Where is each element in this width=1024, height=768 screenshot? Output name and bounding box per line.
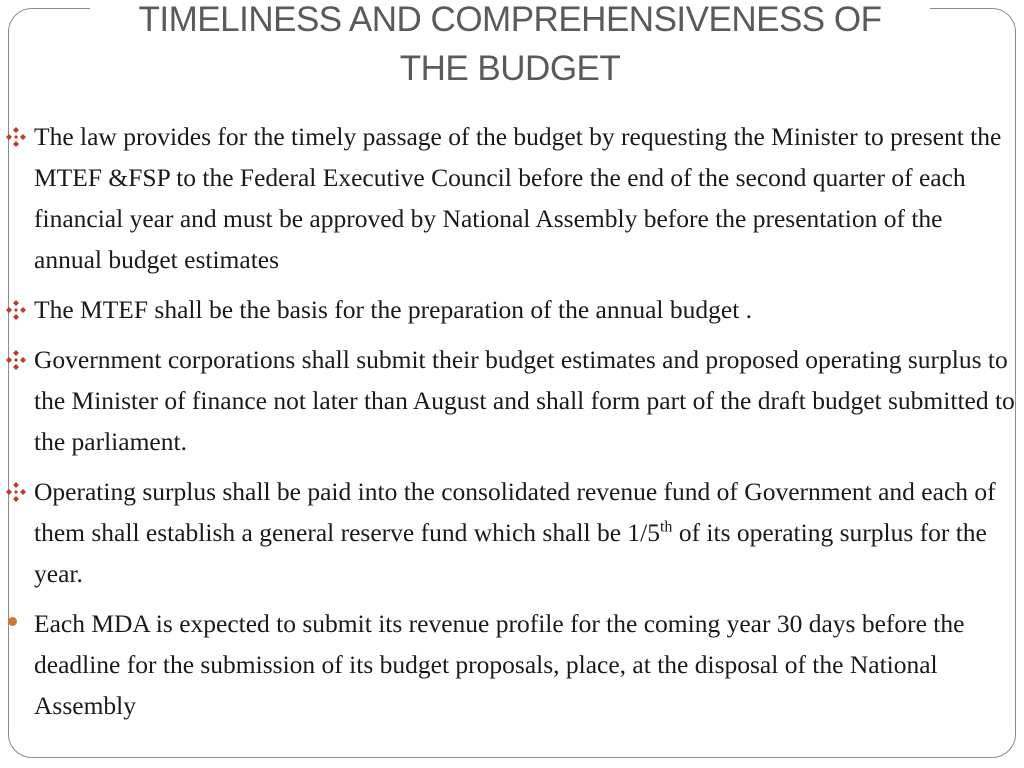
- slide-title: [90, 0, 930, 93]
- diamond-quad-icon: [5, 299, 27, 321]
- diamond-quad-icon: [5, 126, 27, 148]
- bullet-text: The law provides for the timely passage of the budget by requesting the Minister to present the MTEF &FSP to the Federal Executive Council before the end of the second quarter of each financial year and must be approved by National Assembly before the presentation of the annual budget estimates: [34, 122, 1002, 274]
- bullet-text-tail: of its operating surplus for the year.: [34, 518, 987, 588]
- bullet-item: [0, 116, 1024, 280]
- bullet-text: The MTEF shall be the basis for the preparation of the annual budget .: [34, 295, 753, 324]
- bullet-list: [0, 116, 1024, 735]
- bullet-text: [34, 477, 996, 588]
- bullet-text-main: Operating surplus shall be paid into the consolidated revenue fund of Government and each of them shall establish a general reserve fund which shall be 1/5: [34, 477, 996, 547]
- title-line-2: THE BUDGET: [399, 49, 621, 88]
- bullet-item: [0, 289, 1024, 330]
- round-dot-icon: [8, 617, 17, 626]
- superscript-th: th: [659, 518, 673, 536]
- bullet-text: Each MDA is expected to submit its revenue profile for the coming year 30 days before the deadline for the submission of its budget proposals, place, at the disposal of the National Assembly: [34, 609, 965, 720]
- bullet-item: [0, 339, 1024, 462]
- bullet-item: [0, 471, 1024, 594]
- bullet-text: Government corporations shall submit their budget estimates and proposed operating surplus to the Minister of finance not later than August and shall form part of the draft budget submitted to the parliament.: [34, 345, 1015, 456]
- bullet-item: [0, 603, 1024, 726]
- title-line-1: TIMELINESS AND COMPREHENSIVENESS OF: [138, 0, 882, 39]
- diamond-quad-icon: [5, 349, 27, 371]
- diamond-quad-icon: [5, 481, 27, 503]
